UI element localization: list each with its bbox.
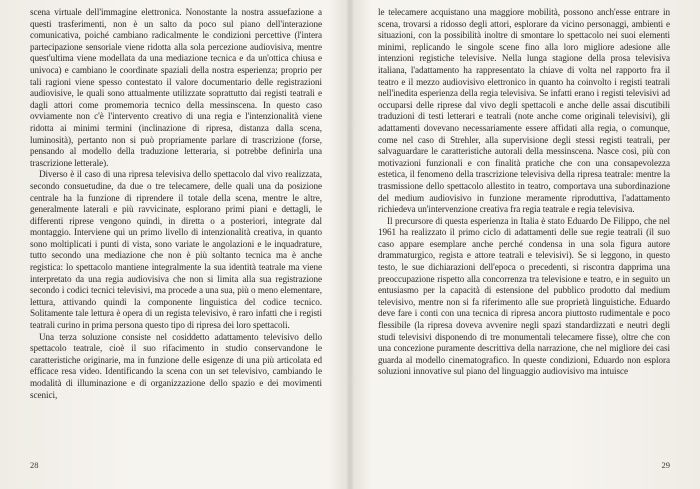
paragraph: scena virtuale dell'immagine elettronica. Nonostante la nostra assuefazione a questi trasferimenti, non è un salto da poco sul piano dell'interazione comunicativa, poiché cambiano radicalmente le condizioni percettive (l'intera partecipazione sensoriale viene ridotta alla sola percezione audiovisiva, mentre quest'ultima viene modellata da una mediazione tecnica e da un'ottica chiusa e univoca) e cambiano le coordinate spaziali della nostra esperienza; proprio per tali ragioni viene spesso contestato il valore documentario delle registrazioni audiovisive, le quali sono attualmente utilizzate soprattutto dai registi teatrali e dagli attori come promemoria tecnico della messinscena. In questo caso ovviamente non c'è l'intervento creativo di una regia e l'intenzionalità viene ridotta ai minimi termini (inclinazione di ripresa, distanza dalla scena, luminosità), pertanto non si può propriamente parlare di trascrizione (forse, pensando al modello della traduzione letteraria, si potrebbe definirla una trascrizione letterale). <box>30 7 322 168</box>
paragraph: Diverso è il caso di una ripresa televisiva dello spettacolo dal vivo realizzata, secondo consuetudine, da due o tre telecamere, delle quali una da posizione centrale ha la funzione di riprendere il totale della scena, mentre le altre, generalmente laterali e più ravvicinate, esplorano primi piani e dettagli, le differenti riprese vengono quindi, in diretta o a posteriori, integrate dal montaggio. Interviene qui un primo livello di intenzionalità creativa, in quanto sono moltiplicati i punti di vista, sono variate le angolazioni e le inquadrature, tutto secondo una mediazione che non è più soltanto tecnica ma è anche registica: lo spettacolo mantiene integralmente la sua identità teatrale ma viene interpretato da una regia audiovisiva che non si limita alla sua registrazione secondo i codici tecnici televisivi, ma procede a una sua, più o meno elementare, lettura, attivando quindi la componente linguistica del codice tecnico. Solitamente tale lettura è opera di un regista televisivo, è raro infatti che i registi teatrali curino in prima persona questo tipo di ripresa dei loro spettacoli. <box>30 169 322 331</box>
book-gutter <box>346 0 354 489</box>
paragraph: le telecamere acquistano una maggiore mobilità, possono anch'esse entrare in scena, trovarsi a ridosso degli attori, esplorare da vicino personaggi, ambienti e situazioni, con la possibilità inoltre di smontare lo spettacolo nei suoi elementi minimi, replicando le singole scene fino alla loro migliore adesione alle intenzioni registiche televisive. Nella lunga stagione della prosa televisiva italiana, l'adattamento ha rappresentato la chiave di volta nel rapporto fra il teatro e il mezzo audiovisivo elettronico in quanto ha coinvolto i registi teatrali nell'inedita esperienza della regia televisiva. Se infatti erano i registi televisivi ad occuparsi delle riprese dal vivo degli spettacoli e anche delle assai discutibili traduzioni di testi letterari e teatrali (note anche come originali televisivi), gli adattamenti dovevano necessariamente essere affidati alla regia, o comunque, come nel caso di Strehler, alla supervisione degli stessi registi teatrali, per salvaguardare le caratteristiche autorali della messinscena. Nasce così, più con motivazioni funzionali e con finalità pratiche che con una consapevolezza estetica, il fenomeno della trascrizione televisiva della ripresa teatrale: mentre la trasmissione dello spettacolo allestito in teatro, comportava una subordinazione del medium audiovisivo in funzione meramente riproduttiva, l'adattamento richiedeva un'intervenzione creativa fra regia teatrale e regia televisiva. <box>378 7 670 215</box>
page-right-text <box>378 7 670 378</box>
page-number: 29 <box>661 460 670 470</box>
paragraph: Il precursore di questa esperienza in Italia è stato Eduardo De Filippo, che nel 1961 ha realizzato il primo ciclo di adattamenti delle sue regie teatrali (il suo caso appare esemplare anche perché condensa in una sola figura autore drammaturgico, regista e attore teatrali e televisivi). Se si leggono, in questo testo, le sue dichiarazioni dell'epoca o precedenti, si riscontra dapprima una preoccupazione rispetto alla concorrenza tra televisione e teatro, e in seguito un entusiasmo per la capacità di estensione del pubblico prodotto dal medium televisivo, mentre non si fa riferimento alle sue proprietà linguistiche. Eduardo deve fare i conti con una tecnica di ripresa ancora piuttosto rudimentale e poco flessibile (la ripresa doveva avvenire negli spazi standardizzati e neutri degli studi televisivi disponendo di tre monumentali telecamere fisse), oltre che con una concezione puramente descrittiva della narrazione, che nel migliore dei casi guarda al modello cinematografico. In queste condizioni, Eduardo non esplora soluzioni innovative sul piano del linguaggio audiovisivo ma intuisce <box>378 215 670 377</box>
page-left <box>30 7 322 477</box>
page-right <box>378 7 670 477</box>
page-left-text <box>30 7 322 401</box>
page-number: 28 <box>30 460 39 470</box>
paragraph: Una terza soluzione consiste nel cosiddetto adattamento televisivo dello spettacolo teatrale, cioè il suo rifacimento in studio conservandone le caratteristiche originarie, ma in funzione delle esigenze di una più articolata ed efficace resa video. Identificando la scena con un set televisivo, cambiando le modalità di illuminazione e di organizzazione dello spazio e dei movimenti scenici, <box>30 331 322 400</box>
